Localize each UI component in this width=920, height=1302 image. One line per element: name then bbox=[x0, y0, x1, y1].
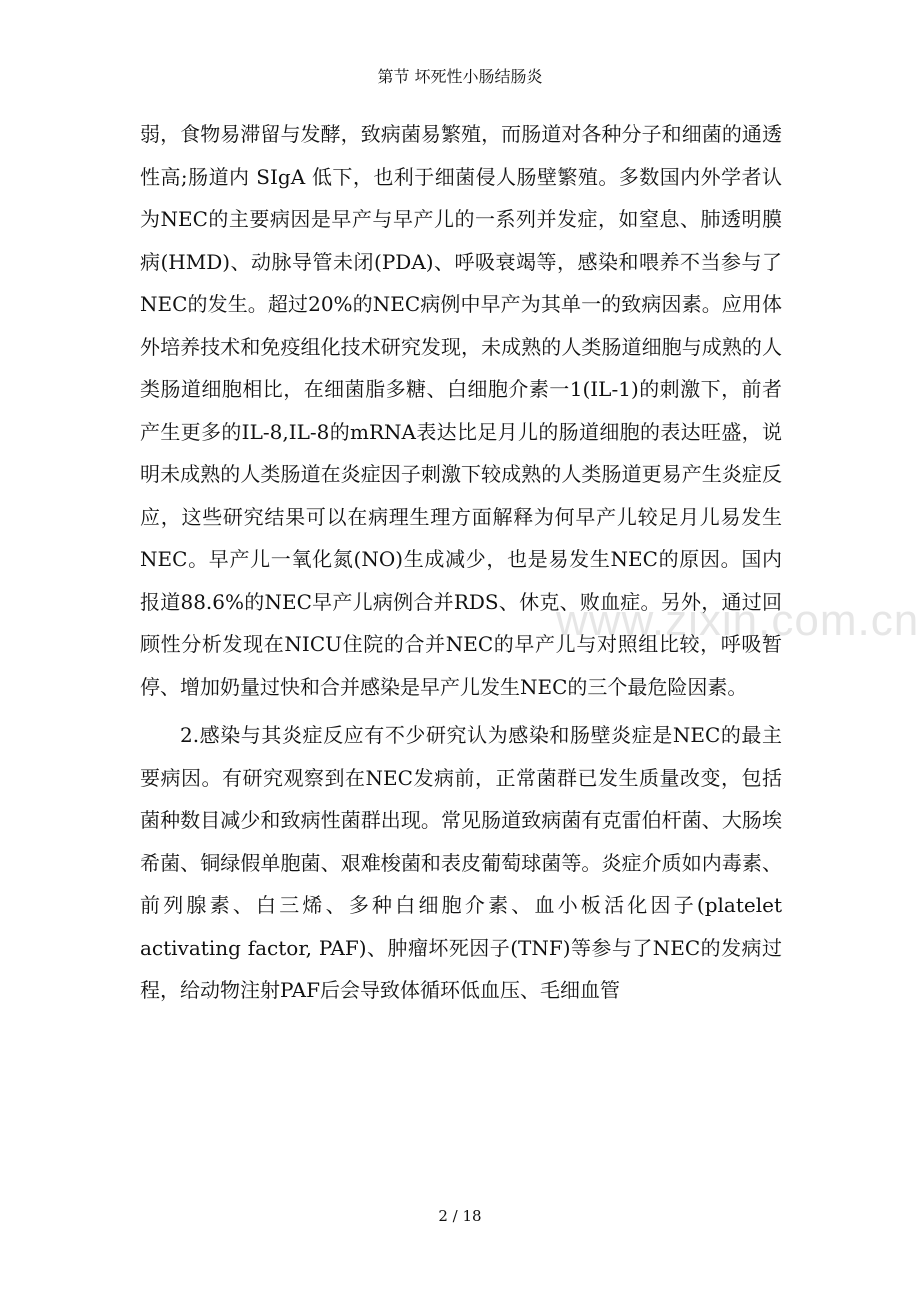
page-header: 第节 坏死性小肠结肠炎 bbox=[377, 67, 543, 86]
paragraph-2: 2.感染与其炎症反应有不少研究认为感染和肠壁炎症是NEC的最主要病因。有研究观察到在NEC发病前，正常菌群已发生质量改变，包括菌种数目减少和致病性菌群出现。常见肠道致病菌有克雷伯杆菌、大肠埃希菌、铜绿假单胞菌、艰难梭菌和表皮葡萄球菌等。炎症介质如内毒素、前列腺素、白三烯、多种白细胞介素、血小板活化因子(platelet activating factor, PAF)、肿瘤坏死因子(TNF)等参与了NEC的发病过程，给动物注射PAF后会导致体循环低血压、毛细血管 bbox=[140, 723, 782, 1002]
page-number: 2 / 18 bbox=[438, 1207, 482, 1225]
watermark: www.zixin.com.cn bbox=[556, 596, 920, 645]
paragraph-1: 弱，食物易滞留与发酵，致病菌易繁殖，而肠道对各种分子和细菌的通透性高;肠道内 SIgA 低下，也利于细菌侵人肠壁繁殖。多数国内外学者认为NEC的主要病因是早产与早产儿的一系列并发症，如窒息、肺透明膜病(HMD)、动脉导管未闭(PDA)、呼吸衰竭等，感染和喂养不当参与了NEC的发生。超过20%的NEC病例中早产为其单一的致病因素。应用体外培养技术和免疫组化技术研究发现，未成熟的人类肠道细胞与成熟的人类肠道细胞相比，在细菌脂多糖、白细胞介素一1(IL-1)的刺激下，前者产生更多的IL-8,IL-8的mRNA表达比足月儿的肠道细胞的表达旺盛，说明未成熟的人类肠道在炎症因子刺激下较成熟的人类肠道更易产生炎症反应，这些研究结果可以在病理生理方面解释为何早产儿较足月儿易发生NEC。早产儿一氧化氮(NO)生成减少，也是易发生NEC的原因。国内报道88.6%的NEC早产儿病例合并RDS、休克、败血症。另外，通过回顾性分析发现在NICU住院的合并NEC的早产儿与对照组比较，呼吸暂停、增加奶量过快和合并感染是早产儿发生NEC的三个最危险因素。 bbox=[140, 122, 782, 699]
document-body bbox=[140, 113, 782, 1012]
